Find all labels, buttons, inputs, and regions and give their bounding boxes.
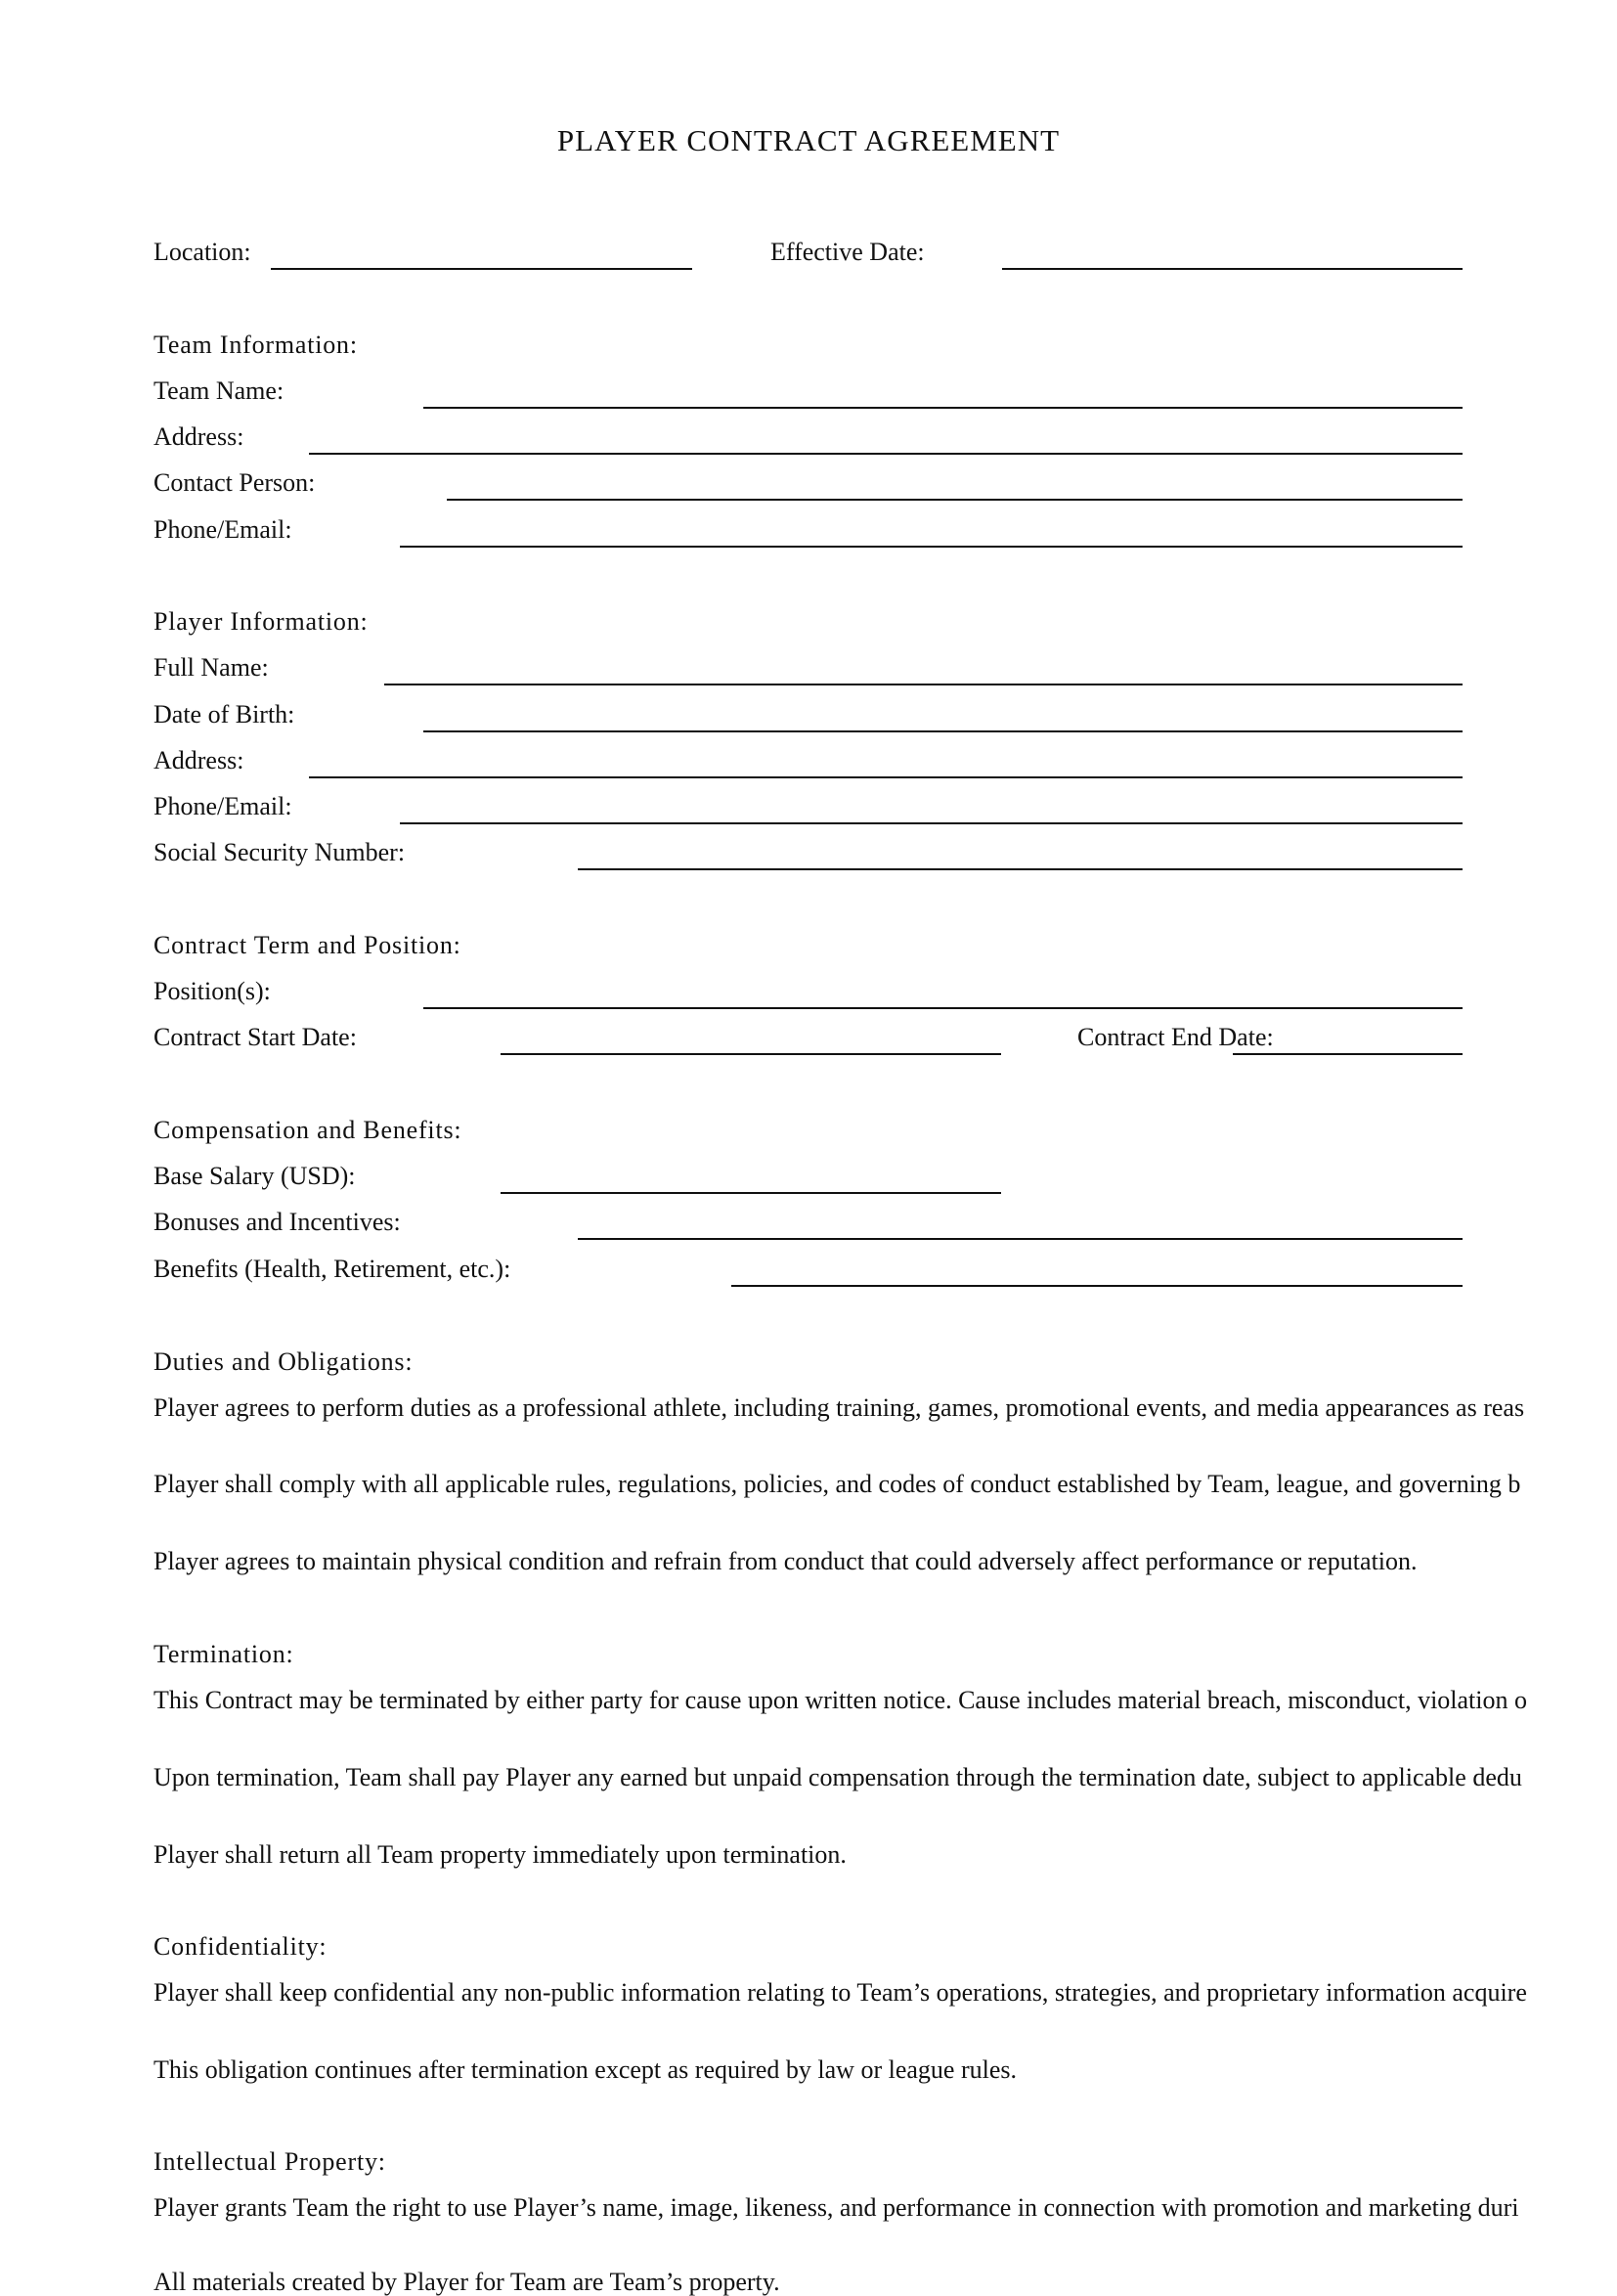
bonuses-underline [578, 1238, 1463, 1240]
confidentiality-heading: Confidentiality: [153, 1932, 328, 1961]
contact-person-underline [447, 499, 1463, 501]
full-name-input[interactable] [384, 654, 1463, 684]
contract-term-heading: Contract Term and Position: [153, 931, 461, 959]
player-phone-email-input[interactable] [400, 793, 1463, 822]
player-phone-email-underline [400, 822, 1463, 824]
player-address-label: Address: [153, 746, 244, 774]
full-name-label: Full Name: [153, 653, 269, 682]
team-address-input[interactable] [309, 423, 1463, 453]
base-salary-input[interactable] [501, 1163, 1001, 1192]
ip-paragraph-1: Player grants Team the right to use Player’s name, image, likeness, and performance in connection with promotion and marketing duri [153, 2193, 1519, 2222]
end-date-input[interactable] [1233, 1024, 1463, 1053]
duties-paragraph-3: Player agrees to maintain physical condition and refrain from conduct that could adversely affect performance or reputation. [153, 1547, 1418, 1575]
positions-label: Position(s): [153, 977, 271, 1005]
ip-heading: Intellectual Property: [153, 2147, 386, 2176]
contact-person-label: Contact Person: [153, 468, 316, 497]
team-address-underline [309, 453, 1463, 455]
base-salary-underline [501, 1192, 1001, 1194]
termination-paragraph-1: This Contract may be terminated by either party for cause upon written notice. Cause includes material breach, misconduct, violation o [153, 1686, 1528, 1714]
effective-date-label: Effective Date: [770, 238, 925, 266]
team-address-label: Address: [153, 422, 244, 451]
termination-paragraph-3: Player shall return all Team property immediately upon termination. [153, 1840, 847, 1869]
team-name-label: Team Name: [153, 376, 284, 405]
contact-person-input[interactable] [447, 469, 1463, 499]
team-phone-email-input[interactable] [400, 516, 1463, 546]
player-info-heading: Player Information: [153, 607, 369, 636]
full-name-underline [384, 684, 1463, 685]
end-date-underline [1233, 1053, 1463, 1055]
compensation-heading: Compensation and Benefits: [153, 1116, 462, 1144]
termination-heading: Termination: [153, 1640, 294, 1668]
location-underline [271, 268, 692, 270]
benefits-input[interactable] [731, 1256, 1463, 1285]
ssn-label: Social Security Number: [153, 838, 406, 866]
base-salary-label: Base Salary (USD): [153, 1162, 356, 1190]
duties-paragraph-1: Player agrees to perform duties as a professional athlete, including training, games, promotional events, and media appearances as reas [153, 1393, 1525, 1422]
duties-heading: Duties and Obligations: [153, 1347, 414, 1376]
location-input[interactable] [271, 239, 692, 268]
team-info-heading: Team Information: [153, 331, 358, 359]
document-title: PLAYER CONTRACT AGREEMENT [556, 123, 1061, 157]
bonuses-label: Bonuses and Incentives: [153, 1208, 401, 1236]
start-date-input[interactable] [501, 1024, 1001, 1053]
team-phone-email-label: Phone/Email: [153, 515, 292, 544]
team-phone-email-underline [400, 546, 1463, 548]
duties-paragraph-2: Player shall comply with all applicable rules, regulations, policies, and codes of conduct established by Team, league, and governing b [153, 1470, 1521, 1498]
positions-underline [423, 1007, 1463, 1009]
positions-input[interactable] [423, 978, 1463, 1007]
player-address-input[interactable] [309, 747, 1463, 776]
benefits-underline [731, 1285, 1463, 1287]
end-date-label: Contract End Date: [1077, 1023, 1274, 1051]
dob-label: Date of Birth: [153, 700, 295, 729]
start-date-underline [501, 1053, 1001, 1055]
team-name-input[interactable] [423, 377, 1463, 407]
effective-date-input[interactable] [1002, 239, 1463, 268]
location-label: Location: [153, 238, 251, 266]
player-address-underline [309, 776, 1463, 778]
player-phone-email-label: Phone/Email: [153, 792, 292, 820]
dob-underline [423, 730, 1463, 732]
benefits-label: Benefits (Health, Retirement, etc.): [153, 1255, 511, 1283]
confidentiality-paragraph-1: Player shall keep confidential any non-public information relating to Team’s operations, strategies, and proprietary information acquire [153, 1978, 1527, 2007]
bonuses-input[interactable] [578, 1209, 1463, 1238]
team-name-underline [423, 407, 1463, 409]
ssn-underline [578, 868, 1463, 870]
dob-input[interactable] [423, 701, 1463, 730]
confidentiality-paragraph-2: This obligation continues after termination except as required by law or league rules. [153, 2055, 1017, 2084]
ssn-input[interactable] [578, 839, 1463, 868]
termination-paragraph-2: Upon termination, Team shall pay Player any earned but unpaid compensation through the termination date, subject to applicable dedu [153, 1763, 1522, 1791]
effective-date-underline [1002, 268, 1463, 270]
start-date-label: Contract Start Date: [153, 1023, 357, 1051]
ip-paragraph-2: All materials created by Player for Team are Team’s property. [153, 2268, 780, 2296]
